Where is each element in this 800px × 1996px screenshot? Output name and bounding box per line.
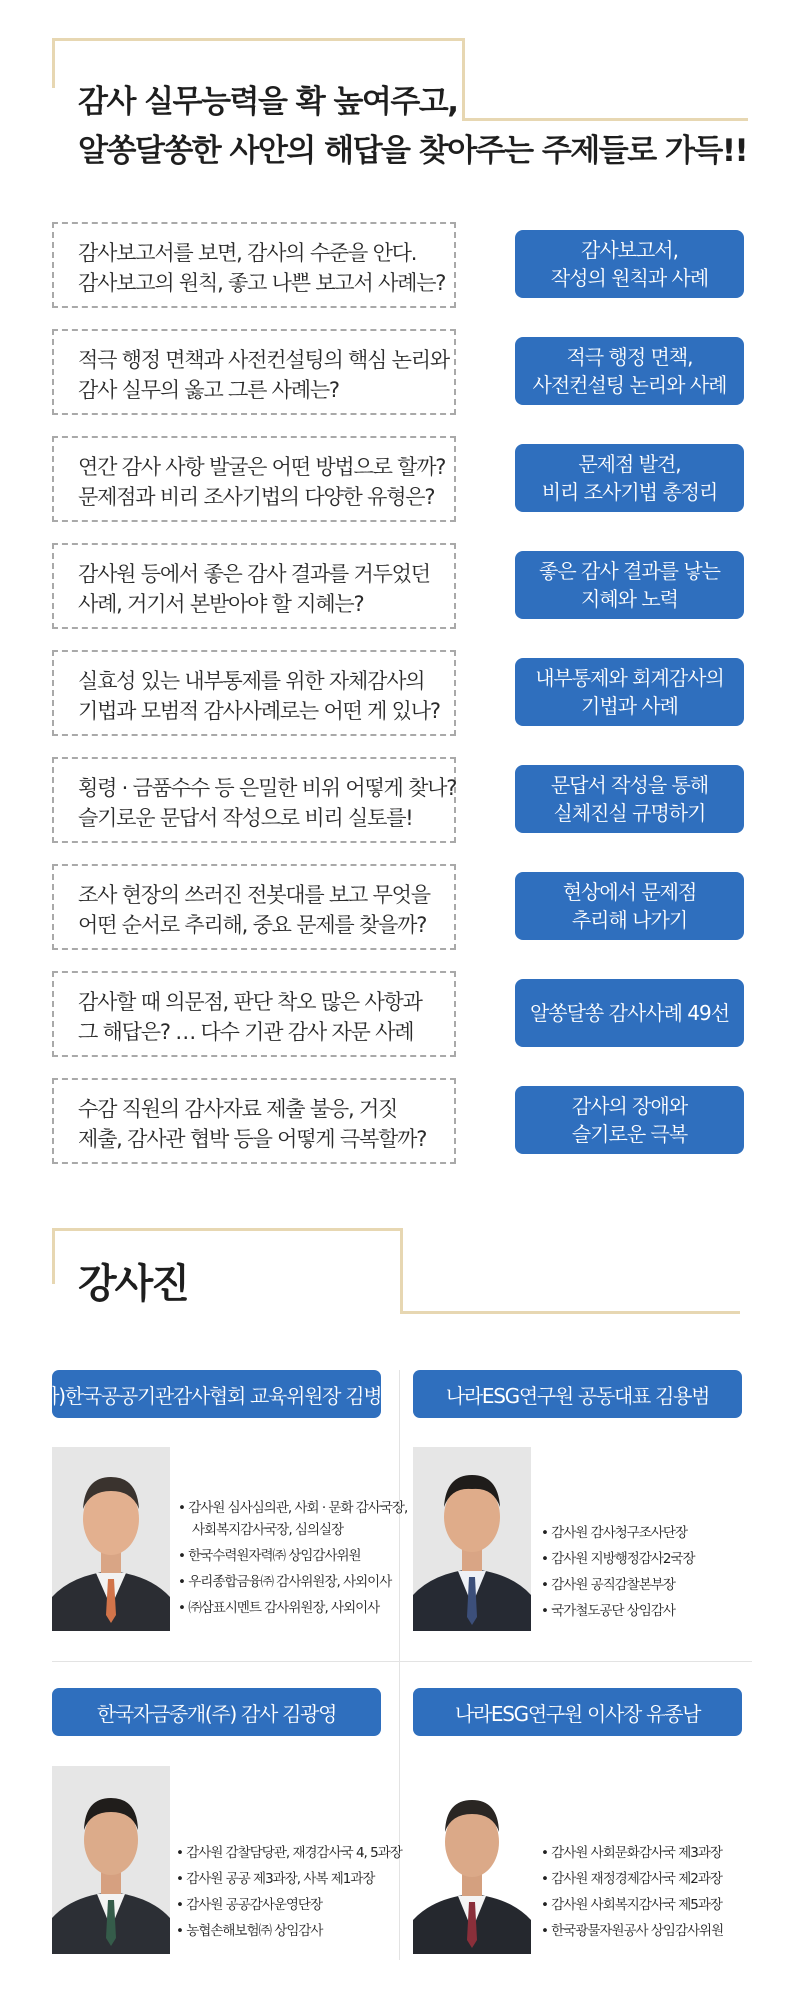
question-line: 감사원 등에서 좋은 감사 결과를 거두었던 [78, 562, 430, 586]
topic-tag-line: 적극 행정 면책, [566, 345, 693, 369]
question-box [52, 864, 456, 950]
lecturers-section-title: 강사진 [78, 1261, 188, 1307]
topic-row [52, 222, 760, 312]
bio-item: • 한국광물자원공사 상임감사위원 [541, 1918, 723, 1944]
header-line-2: 알쏭달쏭한 사안의 해답을 찾아주는 주제들로 가득!! [78, 133, 748, 169]
topic-tag-line: 지혜와 노력 [581, 587, 678, 611]
lecturer-name-banner: (사)한국공공기관감사협회 교육위원장 김병석 [52, 1370, 381, 1418]
lecturer-photo [52, 1766, 170, 1954]
topic-tag [515, 337, 744, 405]
question-line: 조사 현장의 쓰러진 전봇대를 보고 무엇을 [78, 883, 430, 907]
bio-item: • 감사원 심사심의관, 사회 · 문화 감사국장, [178, 1495, 407, 1521]
lecturer-name-banner: 나라ESG연구원 공동대표 김용범 [413, 1370, 742, 1418]
bio-item: • 감사원 지방행정감사2국장 [541, 1546, 695, 1572]
topic-tag-line: 감사보고서, [581, 238, 678, 262]
question-line: 그 해답은? … 다수 기관 감사 자문 사례 [78, 1020, 414, 1044]
topic-tag-line: 사전컨설팅 논리와 사례 [532, 373, 727, 397]
topic-row [52, 971, 760, 1061]
lecturer-name-banner: 나라ESG연구원 이사장 유종남 [413, 1688, 742, 1736]
question-line: 감사할 때 의문점, 판단 착오 많은 사항과 [78, 990, 422, 1014]
topic-tag-line: 문제점 발견, [578, 452, 681, 476]
question-line: 문제점과 비리 조사기법의 다양한 유형은? [78, 485, 435, 509]
topic-tag-line: 알쏭달쏭 감사사례 49선 [529, 1001, 730, 1025]
bio-item: • 감사원 공공 제3과장, 사복 제1과장 [176, 1866, 402, 1892]
question-line: 연간 감사 사항 발굴은 어떤 방법으로 할까? [78, 455, 446, 479]
bio-item: • 감사원 사회복지감사국 제5과장 [541, 1892, 723, 1918]
topic-tag-line: 좋은 감사 결과를 낳는 [539, 559, 720, 583]
bio-item: • 농협손해보험㈜ 상임감사 [176, 1918, 402, 1944]
topic-tag-line: 감사의 장애와 [571, 1094, 688, 1118]
bio-item: • 감사원 감찰담당관, 재경감사국 4, 5과장 [176, 1840, 402, 1866]
topic-row [52, 757, 760, 847]
question-line: 감사 실무의 옳고 그른 사례는? [78, 378, 339, 402]
question-line: 감사보고의 원칙, 좋고 나쁜 보고서 사례는? [78, 271, 446, 295]
topic-tag [515, 979, 744, 1047]
bio-item: • 국가철도공단 상임감사 [541, 1598, 695, 1624]
topic-tag-line: 작성의 원칙과 사례 [550, 266, 709, 290]
question-box [52, 543, 456, 629]
question-box [52, 436, 456, 522]
question-line: 감사보고서를 보면, 감사의 수준을 안다. [78, 241, 417, 265]
bio-item: • 한국수력원자력㈜ 상임감사위원 [178, 1543, 407, 1569]
section-frame-top [52, 1228, 402, 1231]
question-box [52, 329, 456, 415]
question-line: 적극 행정 면책과 사전컨설팅의 핵심 논리와 [78, 348, 449, 372]
lecturer-bio [541, 1520, 695, 1624]
topic-tag [515, 1086, 744, 1154]
question-line: 횡령 · 금품수수 등 은밀한 비위 어떻게 찾나? [78, 776, 457, 800]
topic-tag-line: 슬기로운 극복 [571, 1122, 688, 1146]
header-frame-bottom [462, 118, 748, 121]
question-line: 기법과 모범적 감사사례로는 어떤 게 있나? [78, 699, 440, 723]
topic-row [52, 1078, 760, 1168]
lecturer-bio [176, 1840, 402, 1944]
question-line: 사례, 거기서 본받아야 할 지혜는? [78, 592, 364, 616]
topic-row [52, 650, 760, 740]
topic-tag [515, 551, 744, 619]
question-line: 어떤 순서로 추리해, 중요 문제를 찾을까? [78, 913, 427, 937]
bio-item: • 감사원 사회문화감사국 제3과장 [541, 1840, 723, 1866]
topic-tag [515, 444, 744, 512]
bio-item: • 감사원 감사청구조사단장 [541, 1520, 695, 1546]
topic-tag-line: 기법과 사례 [581, 694, 678, 718]
lecturer-bio [178, 1495, 407, 1621]
question-box [52, 650, 456, 736]
lecturer-bio [541, 1840, 723, 1944]
header-frame-top [52, 38, 465, 41]
topic-tag-line: 실체진실 규명하기 [553, 801, 706, 825]
topic-tag [515, 872, 744, 940]
topic-tag-line: 문답서 작성을 통해 [550, 773, 709, 797]
topic-tag-line: 내부통제와 회계감사의 [535, 666, 724, 690]
topic-tag [515, 230, 744, 298]
topic-tag [515, 765, 744, 833]
question-line: 제출, 감사관 협박 등을 어떻게 극복할까? [78, 1127, 427, 1151]
bio-item: • 우리종합금융㈜ 감사위원장, 사외이사 [178, 1569, 407, 1595]
bio-item: • 감사원 공직감찰본부장 [541, 1572, 695, 1598]
lecturer-photo [413, 1447, 531, 1631]
topic-row [52, 543, 760, 633]
topic-row [52, 864, 760, 954]
lecturer-photo [413, 1766, 531, 1954]
topic-tag-line: 비리 조사기법 총정리 [541, 480, 718, 504]
lecturer-photo [52, 1447, 170, 1631]
section-frame-right [400, 1228, 403, 1314]
lecturer-name-banner: 한국자금중개(주) 감사 김광영 [52, 1688, 381, 1736]
question-line: 수감 직원의 감사자료 제출 불응, 거짓 [78, 1097, 398, 1121]
bio-item: • 감사원 재정경제감사국 제2과장 [541, 1866, 723, 1892]
topic-row [52, 436, 760, 526]
header-frame-right [462, 38, 465, 121]
topic-tag-line: 추리해 나가기 [571, 908, 688, 932]
section-frame-left [52, 1228, 55, 1284]
question-line: 슬기로운 문답서 작성으로 비리 실토를! [78, 806, 413, 830]
lecturer-grid-divider [52, 1661, 752, 1662]
question-box [52, 1078, 456, 1164]
header-frame-left [52, 38, 55, 88]
topic-tag-line: 현상에서 문제점 [562, 880, 697, 904]
question-box [52, 971, 456, 1057]
question-line: 실효성 있는 내부통제를 위한 자체감사의 [78, 669, 425, 693]
section-frame-bottom [400, 1311, 740, 1314]
topic-row [52, 329, 760, 419]
header-line-1: 감사 실무능력을 확 높여주고, [78, 84, 458, 120]
bio-item: • 감사원 공공감사운영단장 [176, 1892, 402, 1918]
question-box [52, 222, 456, 308]
bio-item: • ㈜삼표시멘트 감사위원장, 사외이사 [178, 1595, 407, 1621]
question-box [52, 757, 456, 843]
topic-tag [515, 658, 744, 726]
bio-item: 사회복지감사국장, 심의실장 [192, 1522, 344, 1538]
